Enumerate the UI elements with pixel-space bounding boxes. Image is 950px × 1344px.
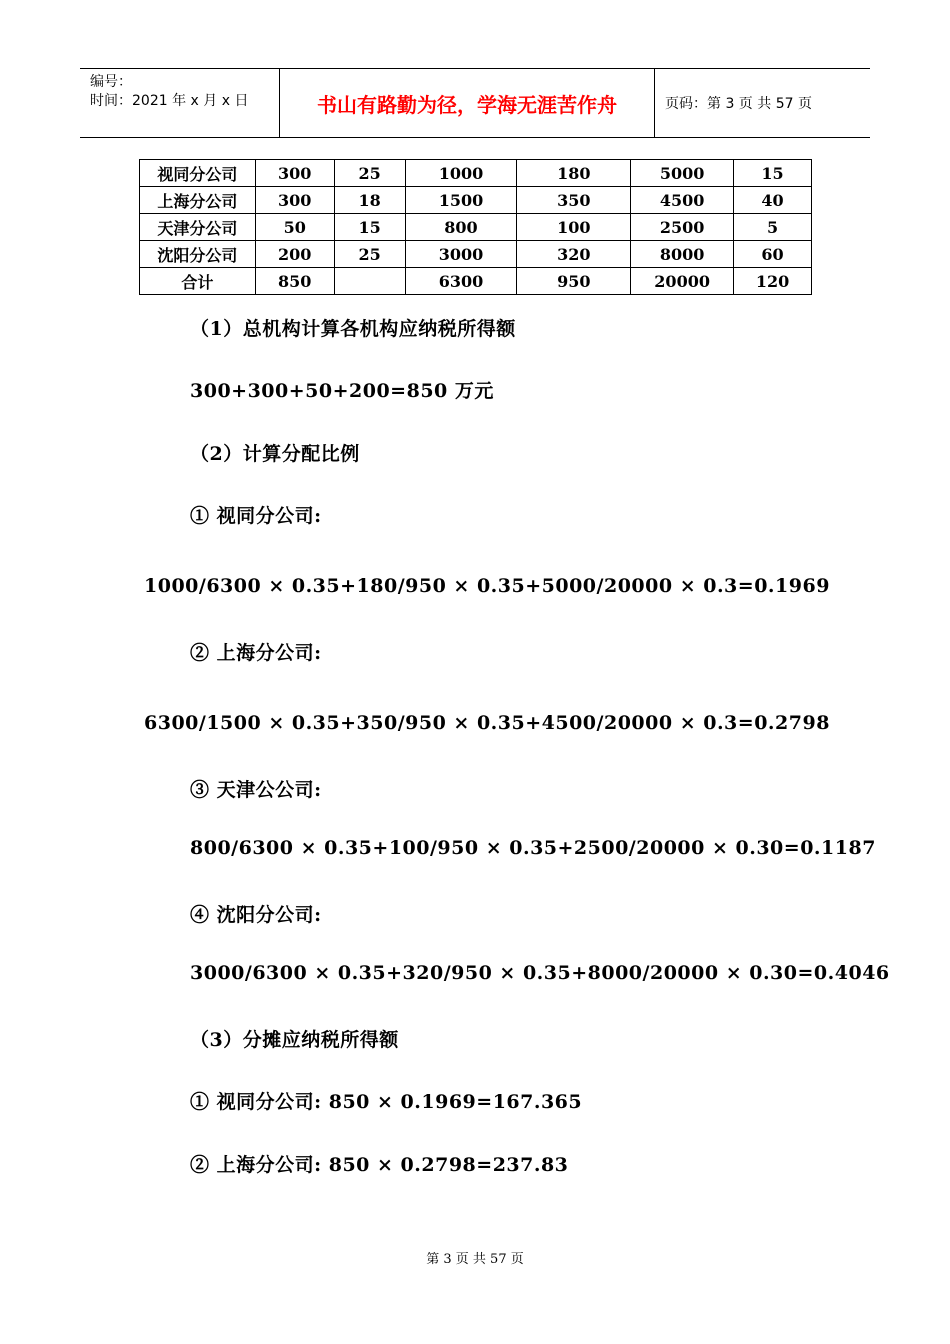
table-cell: 300 (255, 187, 334, 214)
item-1-label: ① 视同分公司: (190, 505, 322, 527)
table-cell: 5 (734, 214, 812, 241)
formula-total: 300+300+50+200=850 万元 (190, 380, 494, 402)
table-cell: 15 (334, 214, 405, 241)
table-cell: 15 (734, 160, 812, 187)
number-label: 编号： (90, 74, 132, 90)
row-label-cell: 合计 (140, 268, 256, 295)
table-cell: 18 (334, 187, 405, 214)
item-1-formula: 1000/6300 × 0.35+180/950 × 0.35+5000/20000 × 0.3=0.1969 (144, 575, 830, 597)
item-3-formula: 800/6300 × 0.35+100/950 × 0.35+2500/20000 × 0.30=0.1187 (190, 837, 876, 859)
table-cell: 25 (334, 160, 405, 187)
section-1-heading: （1）总机构计算各机构应纳税所得额 (190, 318, 516, 340)
row-label-cell: 天津分公司 (140, 214, 256, 241)
page-number-label: 页码：第 3 页 共 57 页 (665, 96, 812, 112)
page-footer: 第 3 页 共 57 页 (426, 1252, 524, 1267)
table-row (140, 187, 812, 214)
header-motto: 书山有路勤为径，学海无涯苦作舟 (280, 69, 655, 137)
table-cell: 20000 (631, 268, 734, 295)
item-2-label: ② 上海分公司: (190, 642, 322, 664)
row-label-cell: 视同分公司 (140, 160, 256, 187)
table-row (140, 160, 812, 187)
table-cell: 950 (517, 268, 631, 295)
row-label-cell: 沈阳分公司 (140, 241, 256, 268)
row-label-cell: 上海分公司 (140, 187, 256, 214)
table-cell: 850 (255, 268, 334, 295)
branch-data-table (139, 159, 812, 295)
time-label: 时间：2021 年 x 月 x 日 (90, 93, 249, 109)
table-row (140, 268, 812, 295)
table-cell: 320 (517, 241, 631, 268)
table-cell: 200 (255, 241, 334, 268)
table-cell: 100 (517, 214, 631, 241)
table-cell: 5000 (631, 160, 734, 187)
table-cell: 1500 (405, 187, 517, 214)
table-row (140, 241, 812, 268)
allocation-2: ② 上海分公司: 850 × 0.2798=237.83 (190, 1154, 569, 1176)
table-cell (334, 268, 405, 295)
item-4-formula: 3000/6300 × 0.35+320/950 × 0.35+8000/20000 × 0.30=0.4046 (190, 962, 890, 984)
table-cell: 3000 (405, 241, 517, 268)
item-2-formula: 6300/1500 × 0.35+350/950 × 0.35+4500/20000 × 0.3=0.2798 (144, 712, 830, 734)
table-cell: 50 (255, 214, 334, 241)
header-meta (80, 69, 280, 137)
table-cell: 6300 (405, 268, 517, 295)
table-cell: 350 (517, 187, 631, 214)
page-header (80, 68, 870, 138)
item-3-label: ③ 天津公公司: (190, 779, 322, 801)
table-cell: 800 (405, 214, 517, 241)
table-cell: 1000 (405, 160, 517, 187)
section-2-heading: （2）计算分配比例 (190, 443, 360, 465)
table-cell: 40 (734, 187, 812, 214)
table-row (140, 214, 812, 241)
table-cell: 60 (734, 241, 812, 268)
table-cell: 300 (255, 160, 334, 187)
item-4-label: ④ 沈阳分公司: (190, 904, 322, 926)
table-cell: 180 (517, 160, 631, 187)
table-cell: 8000 (631, 241, 734, 268)
table-cell: 2500 (631, 214, 734, 241)
table-cell: 25 (334, 241, 405, 268)
section-3-heading: （3）分摊应纳税所得额 (190, 1029, 399, 1051)
table-cell: 4500 (631, 187, 734, 214)
table-cell: 120 (734, 268, 812, 295)
allocation-1: ① 视同分公司: 850 × 0.1969=167.365 (190, 1091, 583, 1113)
